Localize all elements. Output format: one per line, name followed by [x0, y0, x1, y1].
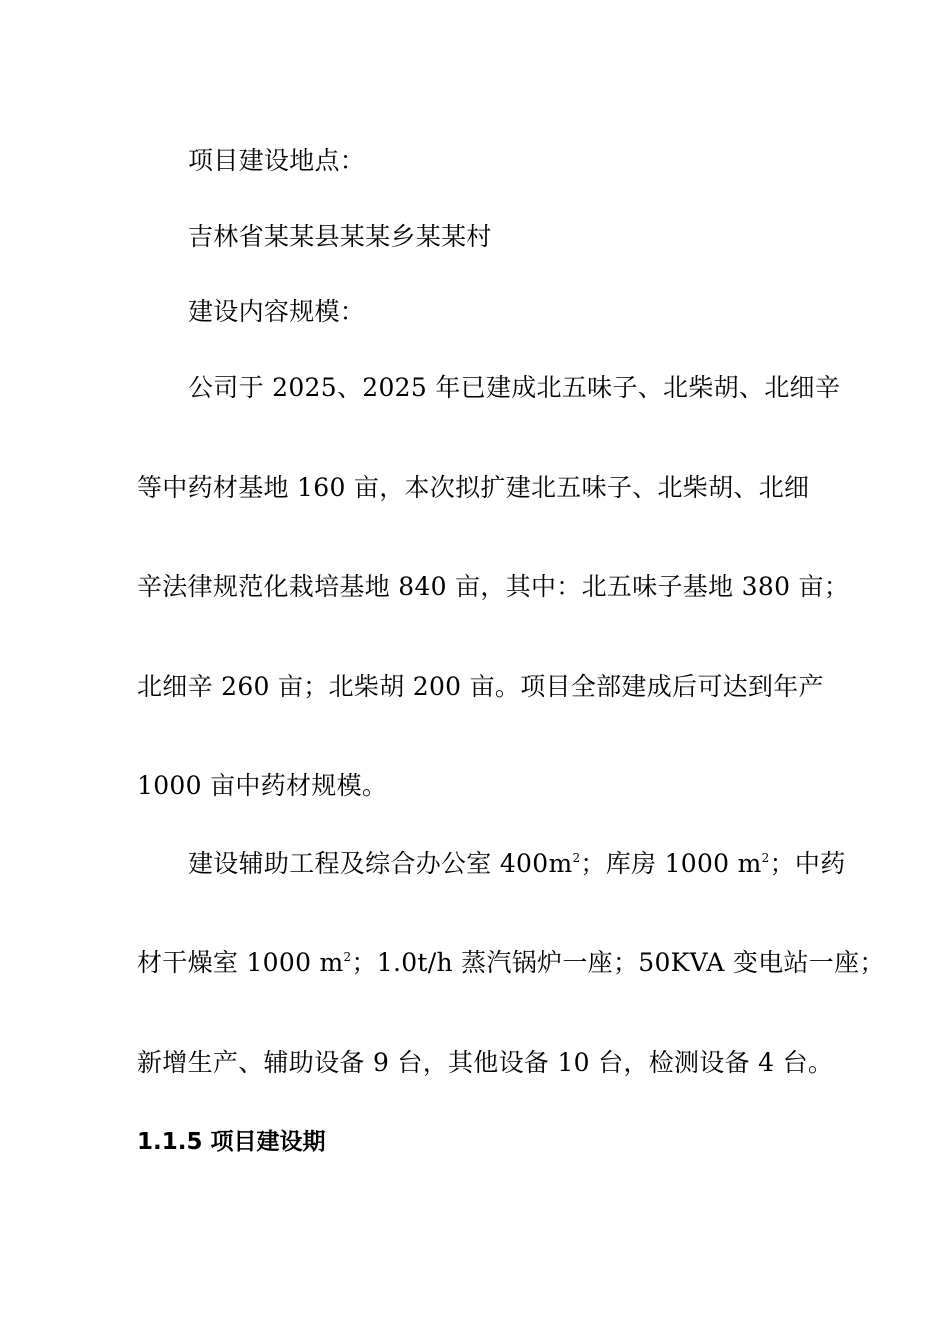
text-segment: 材干燥室 1000 m: [137, 948, 344, 977]
paragraph-line: 北细辛 260 亩；北柴胡 200 亩。项目全部建成后可达到年产: [137, 672, 824, 701]
text-segment: ；中药: [769, 849, 846, 878]
section-heading: 1.1.5 项目建设期: [137, 1129, 326, 1155]
label-construction-scale: 建设内容规模：: [188, 297, 366, 326]
paragraph-line: [137, 948, 885, 978]
superscript: 2: [761, 851, 770, 865]
paragraph-line: 等中药材基地 160 亩，本次拟扩建北五味子、北柴胡、北细: [137, 473, 810, 502]
superscript: 2: [572, 851, 581, 865]
text-segment: ；库房 1000 m: [580, 849, 762, 878]
superscript: 2: [343, 950, 352, 964]
project-location: 吉林省某某县某某乡某某村: [188, 222, 492, 251]
paragraph-line: [188, 849, 846, 879]
text-segment: ；1.0t/h 蒸汽锅炉一座；50KVA 变电站一座；: [351, 948, 885, 977]
paragraph-line: 1000 亩中药材规模。: [137, 771, 388, 800]
label-project-location: 项目建设地点：: [188, 146, 366, 175]
paragraph-line: 新增生产、辅助设备 9 台，其他设备 10 台，检测设备 4 台。: [137, 1048, 834, 1077]
text-segment: 建设辅助工程及综合办公室 400m: [188, 849, 573, 878]
paragraph-line: 辛法律规范化栽培基地 840 亩，其中：北五味子基地 380 亩；: [137, 572, 850, 601]
paragraph-line: 公司于 2025、2025 年已建成北五味子、北柴胡、北细辛: [188, 373, 841, 402]
